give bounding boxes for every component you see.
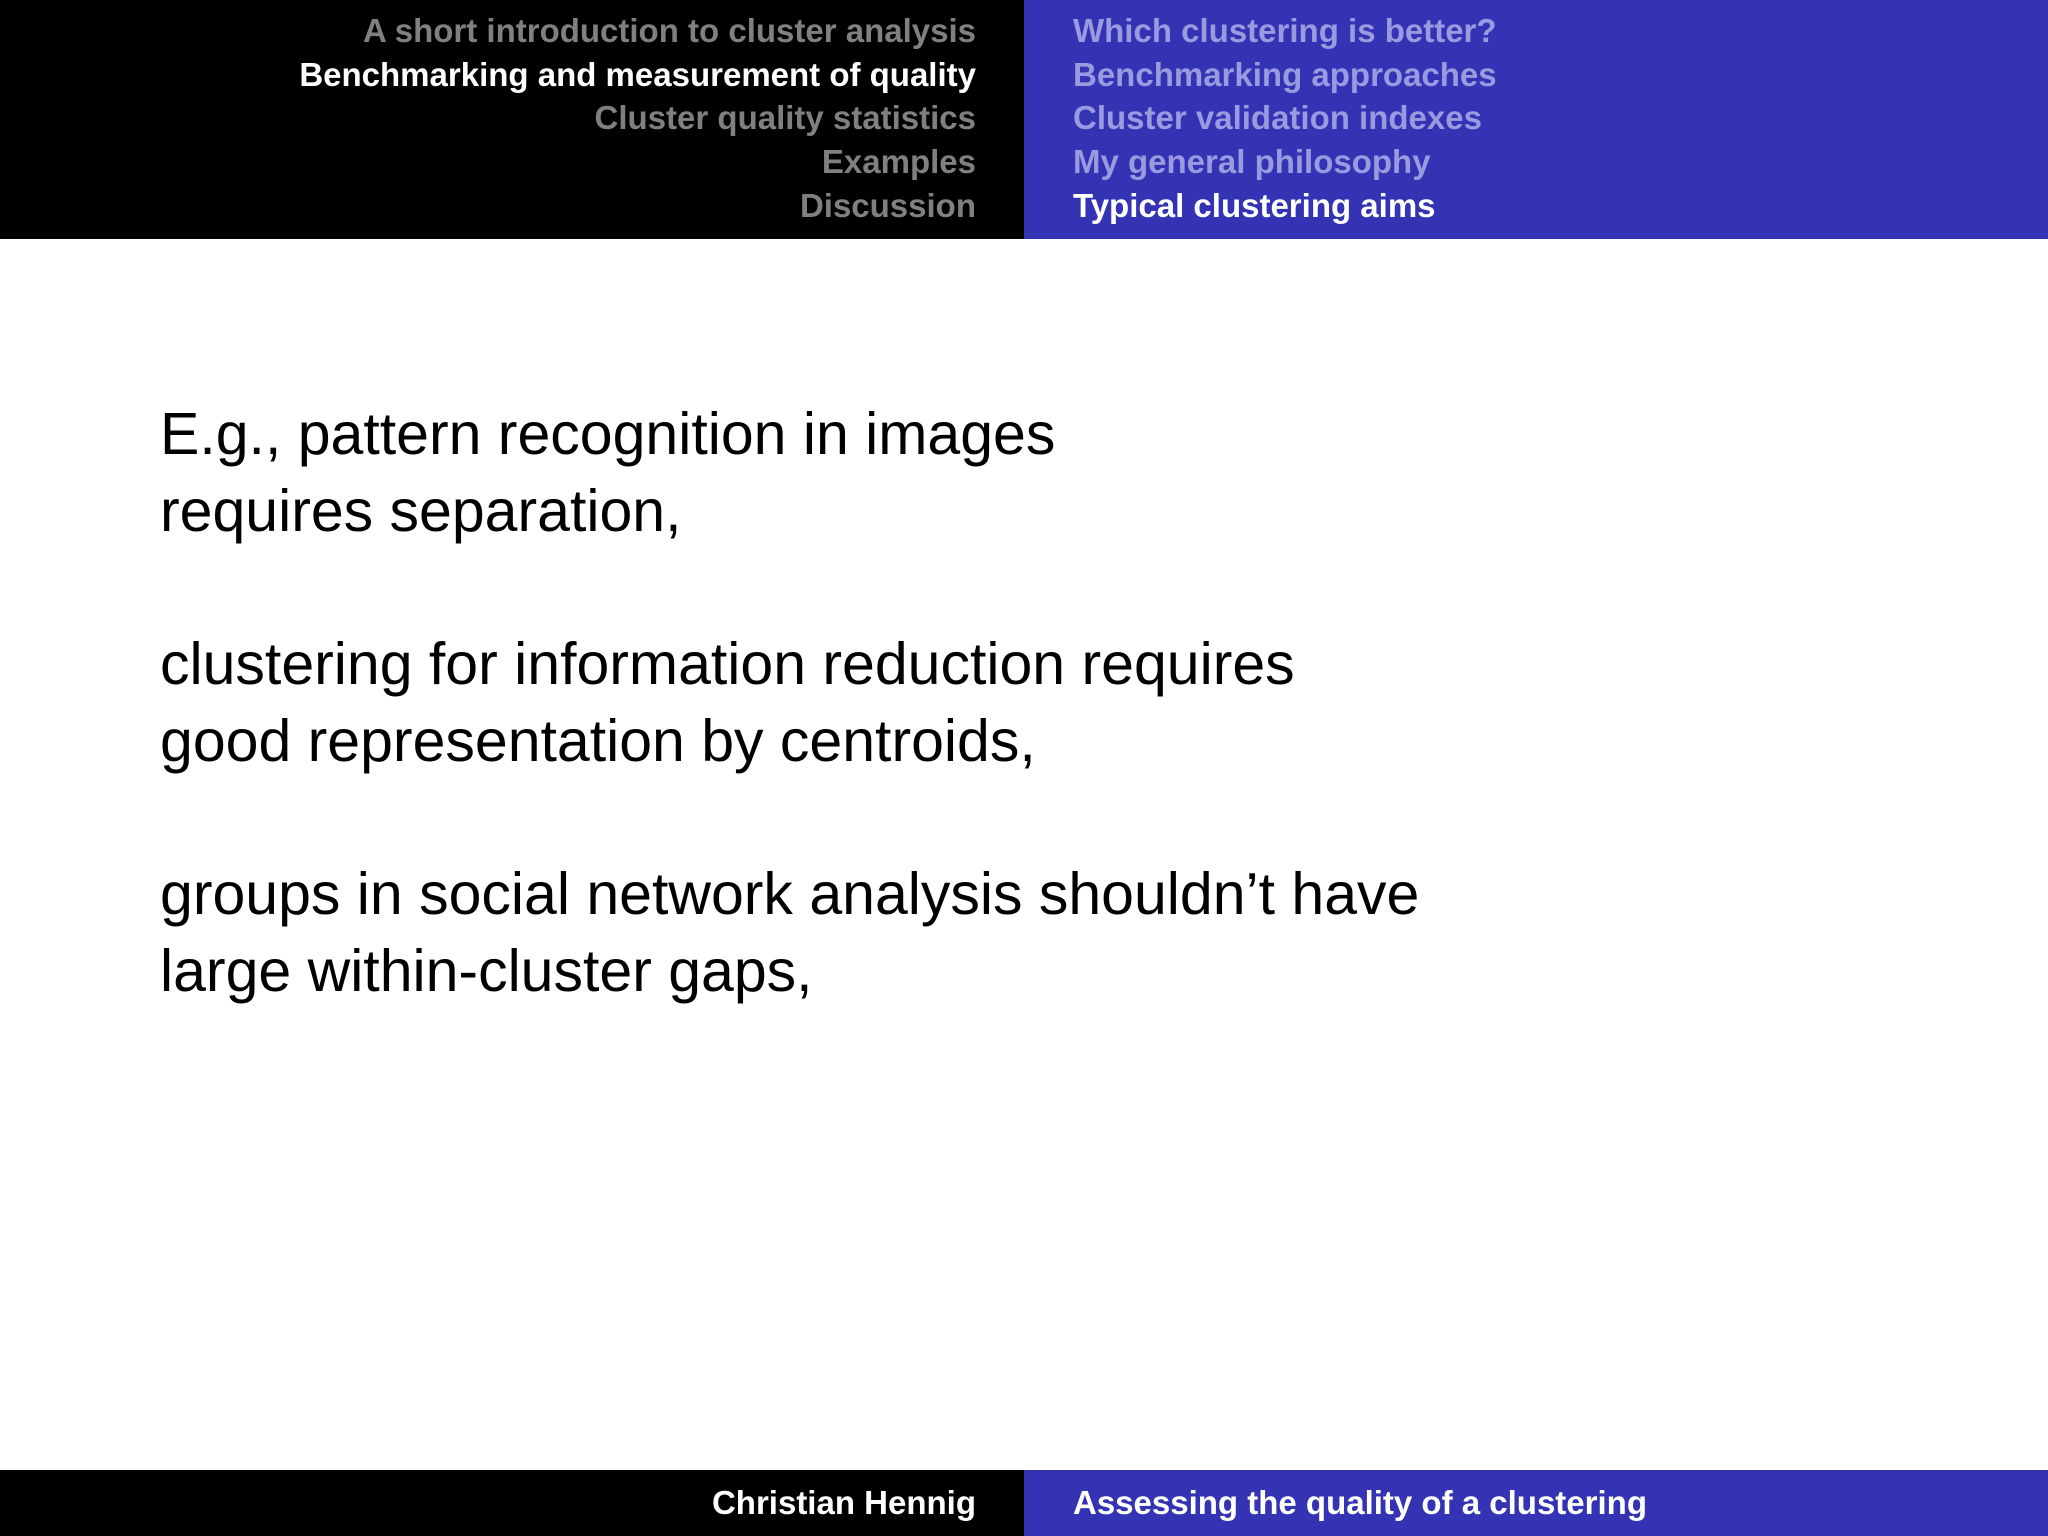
paragraph-line: requires separation,	[160, 478, 682, 544]
footer	[0, 1470, 2048, 1536]
paragraph-line: groups in social network analysis shouldn’t have	[160, 861, 1420, 927]
paragraph-pattern-recognition	[160, 396, 1860, 550]
paragraph-line: clustering for information reduction requires	[160, 631, 1295, 697]
subsection-link-validation-indexes[interactable]: Cluster validation indexes	[1073, 99, 1482, 137]
slide-body	[160, 396, 1860, 1086]
section-nav	[0, 0, 1024, 239]
section-link-quality-statistics[interactable]: Cluster quality statistics	[594, 99, 976, 137]
navigation-header	[0, 0, 2048, 239]
subsection-link-which-better[interactable]: Which clustering is better?	[1073, 12, 1497, 49]
section-link-discussion[interactable]: Discussion	[799, 186, 976, 224]
footer-author: Christian Hennig	[0, 1470, 1024, 1536]
paragraph-line: E.g., pattern recognition in images	[160, 401, 1056, 467]
paragraph-social-network	[160, 856, 1860, 1010]
paragraph-line: large within-cluster gaps,	[160, 938, 813, 1004]
footer-title: Assessing the quality of a clustering	[1024, 1470, 2048, 1536]
section-link-intro[interactable]: A short introduction to cluster analysis	[362, 12, 976, 49]
section-link-benchmarking[interactable]: Benchmarking and measurement of quality	[299, 55, 976, 93]
subsection-link-benchmarking-approaches[interactable]: Benchmarking approaches	[1073, 55, 1497, 93]
subsection-link-philosophy[interactable]: My general philosophy	[1073, 143, 1431, 181]
subsection-link-clustering-aims[interactable]: Typical clustering aims	[1073, 186, 1436, 224]
paragraph-line: good representation by centroids,	[160, 708, 1036, 774]
subsection-nav	[1024, 0, 2048, 239]
section-link-examples[interactable]: Examples	[821, 143, 976, 181]
paragraph-information-reduction	[160, 626, 1860, 780]
